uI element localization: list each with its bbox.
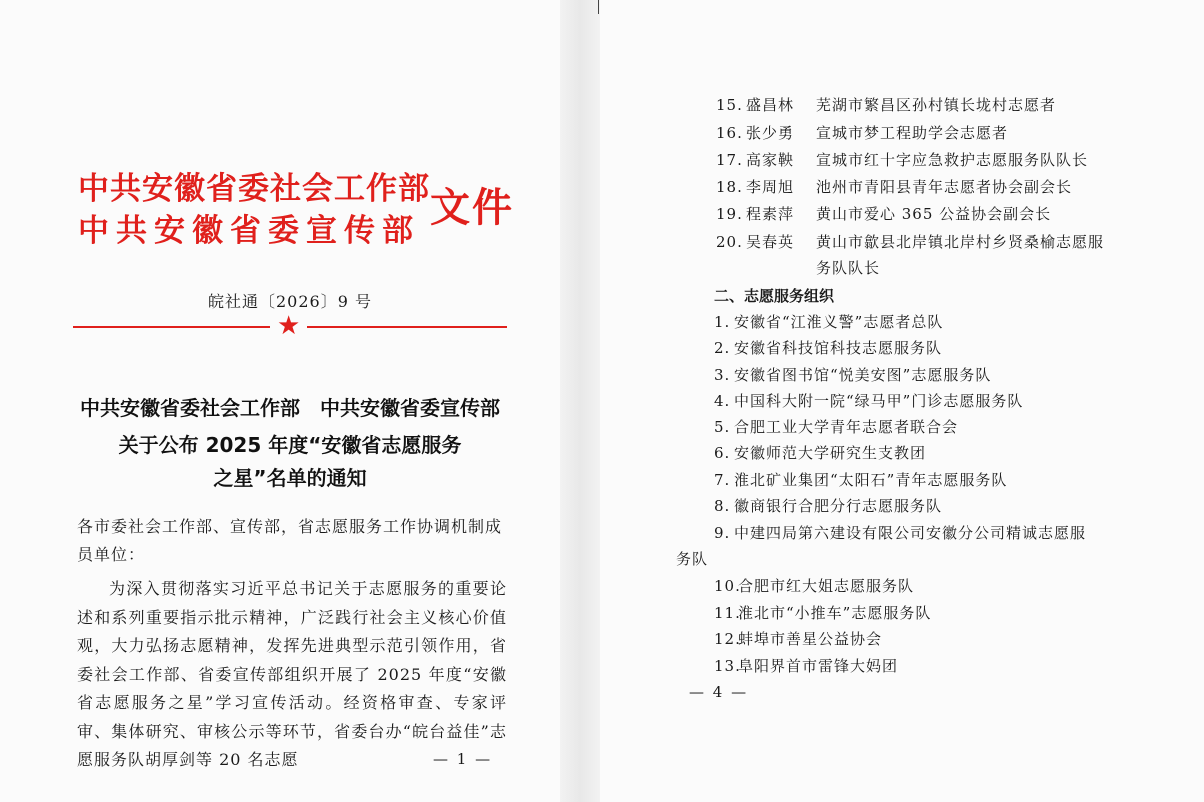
org-name: 蚌埠市善星公益协会 [738,630,883,648]
person-row [716,203,1051,224]
org-number: 2. [714,339,731,357]
document-word: 文件 [430,185,514,231]
person-description: 宣城市红十字应急救护志愿服务队队长 [816,151,1089,169]
org-name: 徽商银行合肥分行志愿服务队 [734,497,943,515]
person-row [716,231,1104,252]
org-row [714,469,1007,490]
page-number-left: — 1 — [433,750,493,768]
person-row [716,94,1056,115]
person-row [716,122,1008,143]
org-row [714,655,898,676]
org-row [714,390,1023,411]
scan-edge-line [598,0,599,14]
org-name: 阜阳界首市雷锋大妈团 [738,657,899,675]
org-name: 合肥市红大姐志愿服务队 [738,577,915,595]
person-name: 李周旭 [746,178,795,196]
section-heading: 二、志愿服务组织 [714,287,835,305]
person-number: 15. [716,96,743,114]
person-row [716,149,1088,170]
person-name: 程素萍 [746,205,795,223]
org-number: 10. [714,577,741,595]
issuer-line-2: 中共安徽省委宣传部 [78,213,420,249]
person-description: 池州市青阳县青年志愿者协会副会长 [816,178,1073,196]
red-rule-right [307,326,507,328]
org-number: 1. [714,313,731,331]
person-row [716,176,1072,197]
org-row [714,442,926,463]
org-name: 安徽省科技馆科技志愿服务队 [734,339,943,357]
person-number: 16. [716,124,743,142]
org-number: 5. [714,418,731,436]
org-row [714,602,931,623]
org-name: 合肥工业大学青年志愿者联合会 [734,418,959,436]
org-row [714,522,1086,543]
person-description-continued: 务队队长 [816,259,881,277]
org-number: 8. [714,497,731,515]
org-name: 中国科大附一院“绿马甲”门诊志愿服务队 [734,392,1024,410]
org-number: 4. [714,392,731,410]
person-name: 张少勇 [746,124,795,142]
issuer-line-1: 中共安徽省委社会工作部 [78,171,430,207]
page-number-right: — 4 — [689,683,749,701]
person-number: 17. [716,151,743,169]
org-number: 11. [714,604,741,622]
org-number: 9. [714,524,731,542]
org-row [714,495,942,516]
org-name: 安徽师范大学研究生支教团 [734,444,927,462]
org-name: 淮北矿业集团“太阳石”青年志愿服务队 [734,471,1008,489]
person-name: 高家鞅 [746,151,795,169]
org-name-continued: 务队 [676,550,709,568]
org-number: 13. [714,657,741,675]
org-row [714,416,958,437]
notice-title-line-1: 中共安徽省委社会工作部 中共安徽省委宣传部 [80,396,500,420]
org-number: 3. [714,366,731,384]
person-name: 吴春英 [746,233,795,251]
red-star-icon: ★ [277,311,301,341]
body-paragraph: 为深入贯彻落实习近平总书记关于志愿服务的重要论述和系列重要指示批示精神，广泛践行社会主义核心价值观，大力弘扬志愿精神，发挥先进典型示范引领作用，省委社会工作部、省委宣传部组织开展了 2025 年度“安徽省志愿服务之星”学习宣传活动。经资格审查、专家评审、集体研究、审核公示等环节，省委台办“皖台益佳”志愿服务队胡厚剑等 20 名志愿 [77,579,507,769]
person-description: 宣城市梦工程助学会志愿者 [816,124,1009,142]
org-row [714,575,914,596]
org-row [714,628,882,649]
person-description: 芜湖市繁昌区孙村镇长垅村志愿者 [816,96,1057,114]
org-row [714,311,943,332]
org-number: 12. [714,630,741,648]
recipients: 各市委社会工作部、宣传部，省志愿服务工作协调机制成员单位： [77,517,503,564]
person-number: 18. [716,178,743,196]
org-number: 7. [714,471,731,489]
person-number: 20. [716,233,743,251]
left-page [0,0,560,802]
org-name: 安徽省图书馆“悦美安图”志愿服务队 [734,366,992,384]
org-name: 淮北市“小推车”志愿服务队 [738,604,932,622]
book-gutter [560,0,600,802]
notice-title-line-3: 之星”名单的通知 [213,466,367,490]
person-number: 19. [716,205,743,223]
org-row [714,364,991,385]
person-description: 黄山市歙县北岸镇北岸村乡贤桑榆志愿服 [816,233,1105,251]
red-rule-left [73,326,270,328]
notice-title-line-2: 关于公布 2025 年度“安徽省志愿服务 [118,433,462,457]
person-description: 黄山市爱心 365 公益协会副会长 [816,205,1052,223]
document-number: 皖社通〔2026〕9 号 [208,292,372,311]
org-name: 中建四局第六建设有限公司安徽分公司精诚志愿服 [734,524,1087,542]
org-number: 6. [714,444,731,462]
org-row [714,337,942,358]
person-name: 盛昌林 [746,96,795,114]
org-name: 安徽省“江淮义警”志愿者总队 [734,313,944,331]
